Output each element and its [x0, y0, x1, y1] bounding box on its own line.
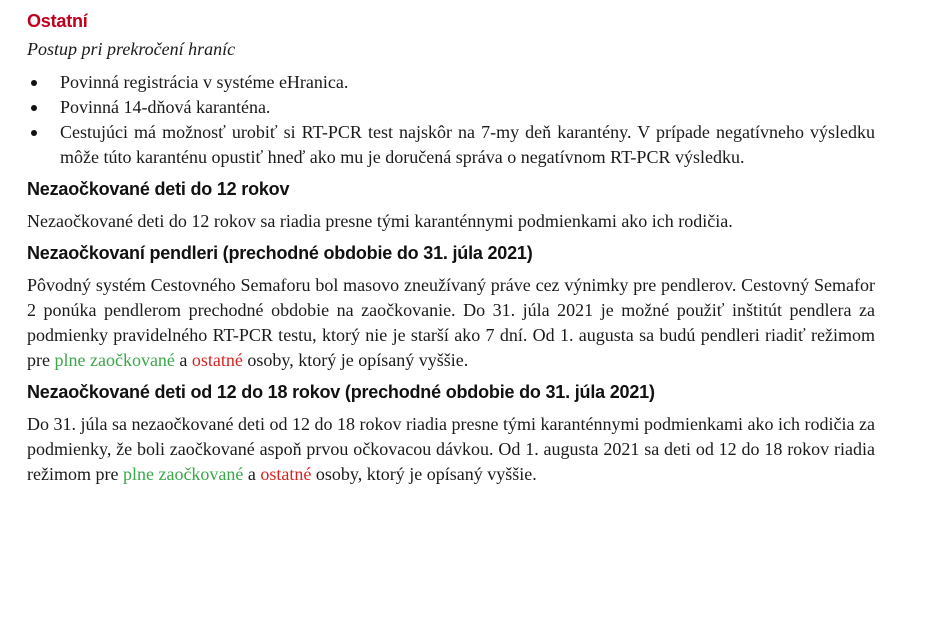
section-body-children-12-18	[27, 412, 875, 487]
document-page	[27, 8, 875, 487]
body-text: Do 31. júla sa nezaočkované deti od 12 do 18 rokov riadia presne tými karanténnymi podmienkami ako ich rodičia za podmienky, že boli zaočkované aspoň prvou očkovacou dávkou. Od 1. augusta 2021 sa deti od 12 do 18 rokov riadia režimom pre	[27, 414, 875, 484]
subtitle: Postup pri prekročení hraníc	[27, 39, 236, 59]
fully-vaccinated-link[interactable]: plne zaočkované	[54, 350, 175, 370]
section-heading-children-under-12: Nezaočkované deti do 12 rokov	[27, 179, 290, 199]
section-body-commuters	[27, 273, 875, 373]
section-heading-commuters: Nezaočkovaní pendleri (prechodné obdobie do 31. júla 2021)	[27, 243, 533, 263]
others-link[interactable]: ostatné	[191, 350, 243, 370]
section-title: Ostatní	[27, 11, 88, 31]
body-text: Pôvodný systém Cestovného Semaforu bol masovo zneužívaný práve cez výnimky pre pendlerov. Cestovný Semafor 2 ponúka pendlerom prechodné obdobie na zaočkovanie. Do 31. júla 2021 je možné použiť inštitút pendlera za podmienky pravidelného RT-PCR testu, ktorý nie je starší ako 7 dní. Od 1. augusta sa budú pendleri riadiť režimom pre	[27, 275, 875, 370]
conjunction-text: a	[243, 464, 261, 484]
body-text: osoby, ktorý je opísaný vyššie.	[311, 464, 537, 484]
others-link[interactable]: ostatné	[260, 464, 312, 484]
bullet-icon	[31, 80, 37, 86]
fully-vaccinated-link[interactable]: plne zaočkované	[122, 464, 244, 484]
section-heading-children-12-18: Nezaočkované deti od 12 do 18 rokov (prechodné obdobie do 31. júla 2021)	[27, 382, 655, 402]
list-item-text: Cestujúci má možnosť urobiť si RT-PCR test najskôr na 7-my deň karantény. V prípade negatívneho výsledku môže túto karanténu opustiť hneď ako mu je doručená správa o negatívnom RT-PCR výsledku.	[60, 122, 875, 167]
bullet-icon	[31, 130, 37, 136]
requirements-list	[27, 70, 875, 170]
section-body-children-under-12: Nezaočkované deti do 12 rokov sa riadia presne tými karanténnymi podmienkami ako ich rodičia.	[27, 211, 733, 231]
list-item	[60, 95, 875, 120]
bullet-icon	[31, 105, 37, 111]
conjunction-text: a	[174, 350, 192, 370]
list-item-text: Povinná registrácia v systéme eHranica.	[60, 72, 349, 92]
list-item-text: Povinná 14-dňová karanténa.	[60, 97, 271, 117]
list-item	[60, 120, 875, 170]
list-item	[60, 70, 875, 95]
body-text: osoby, ktorý je opísaný vyššie.	[242, 350, 469, 370]
